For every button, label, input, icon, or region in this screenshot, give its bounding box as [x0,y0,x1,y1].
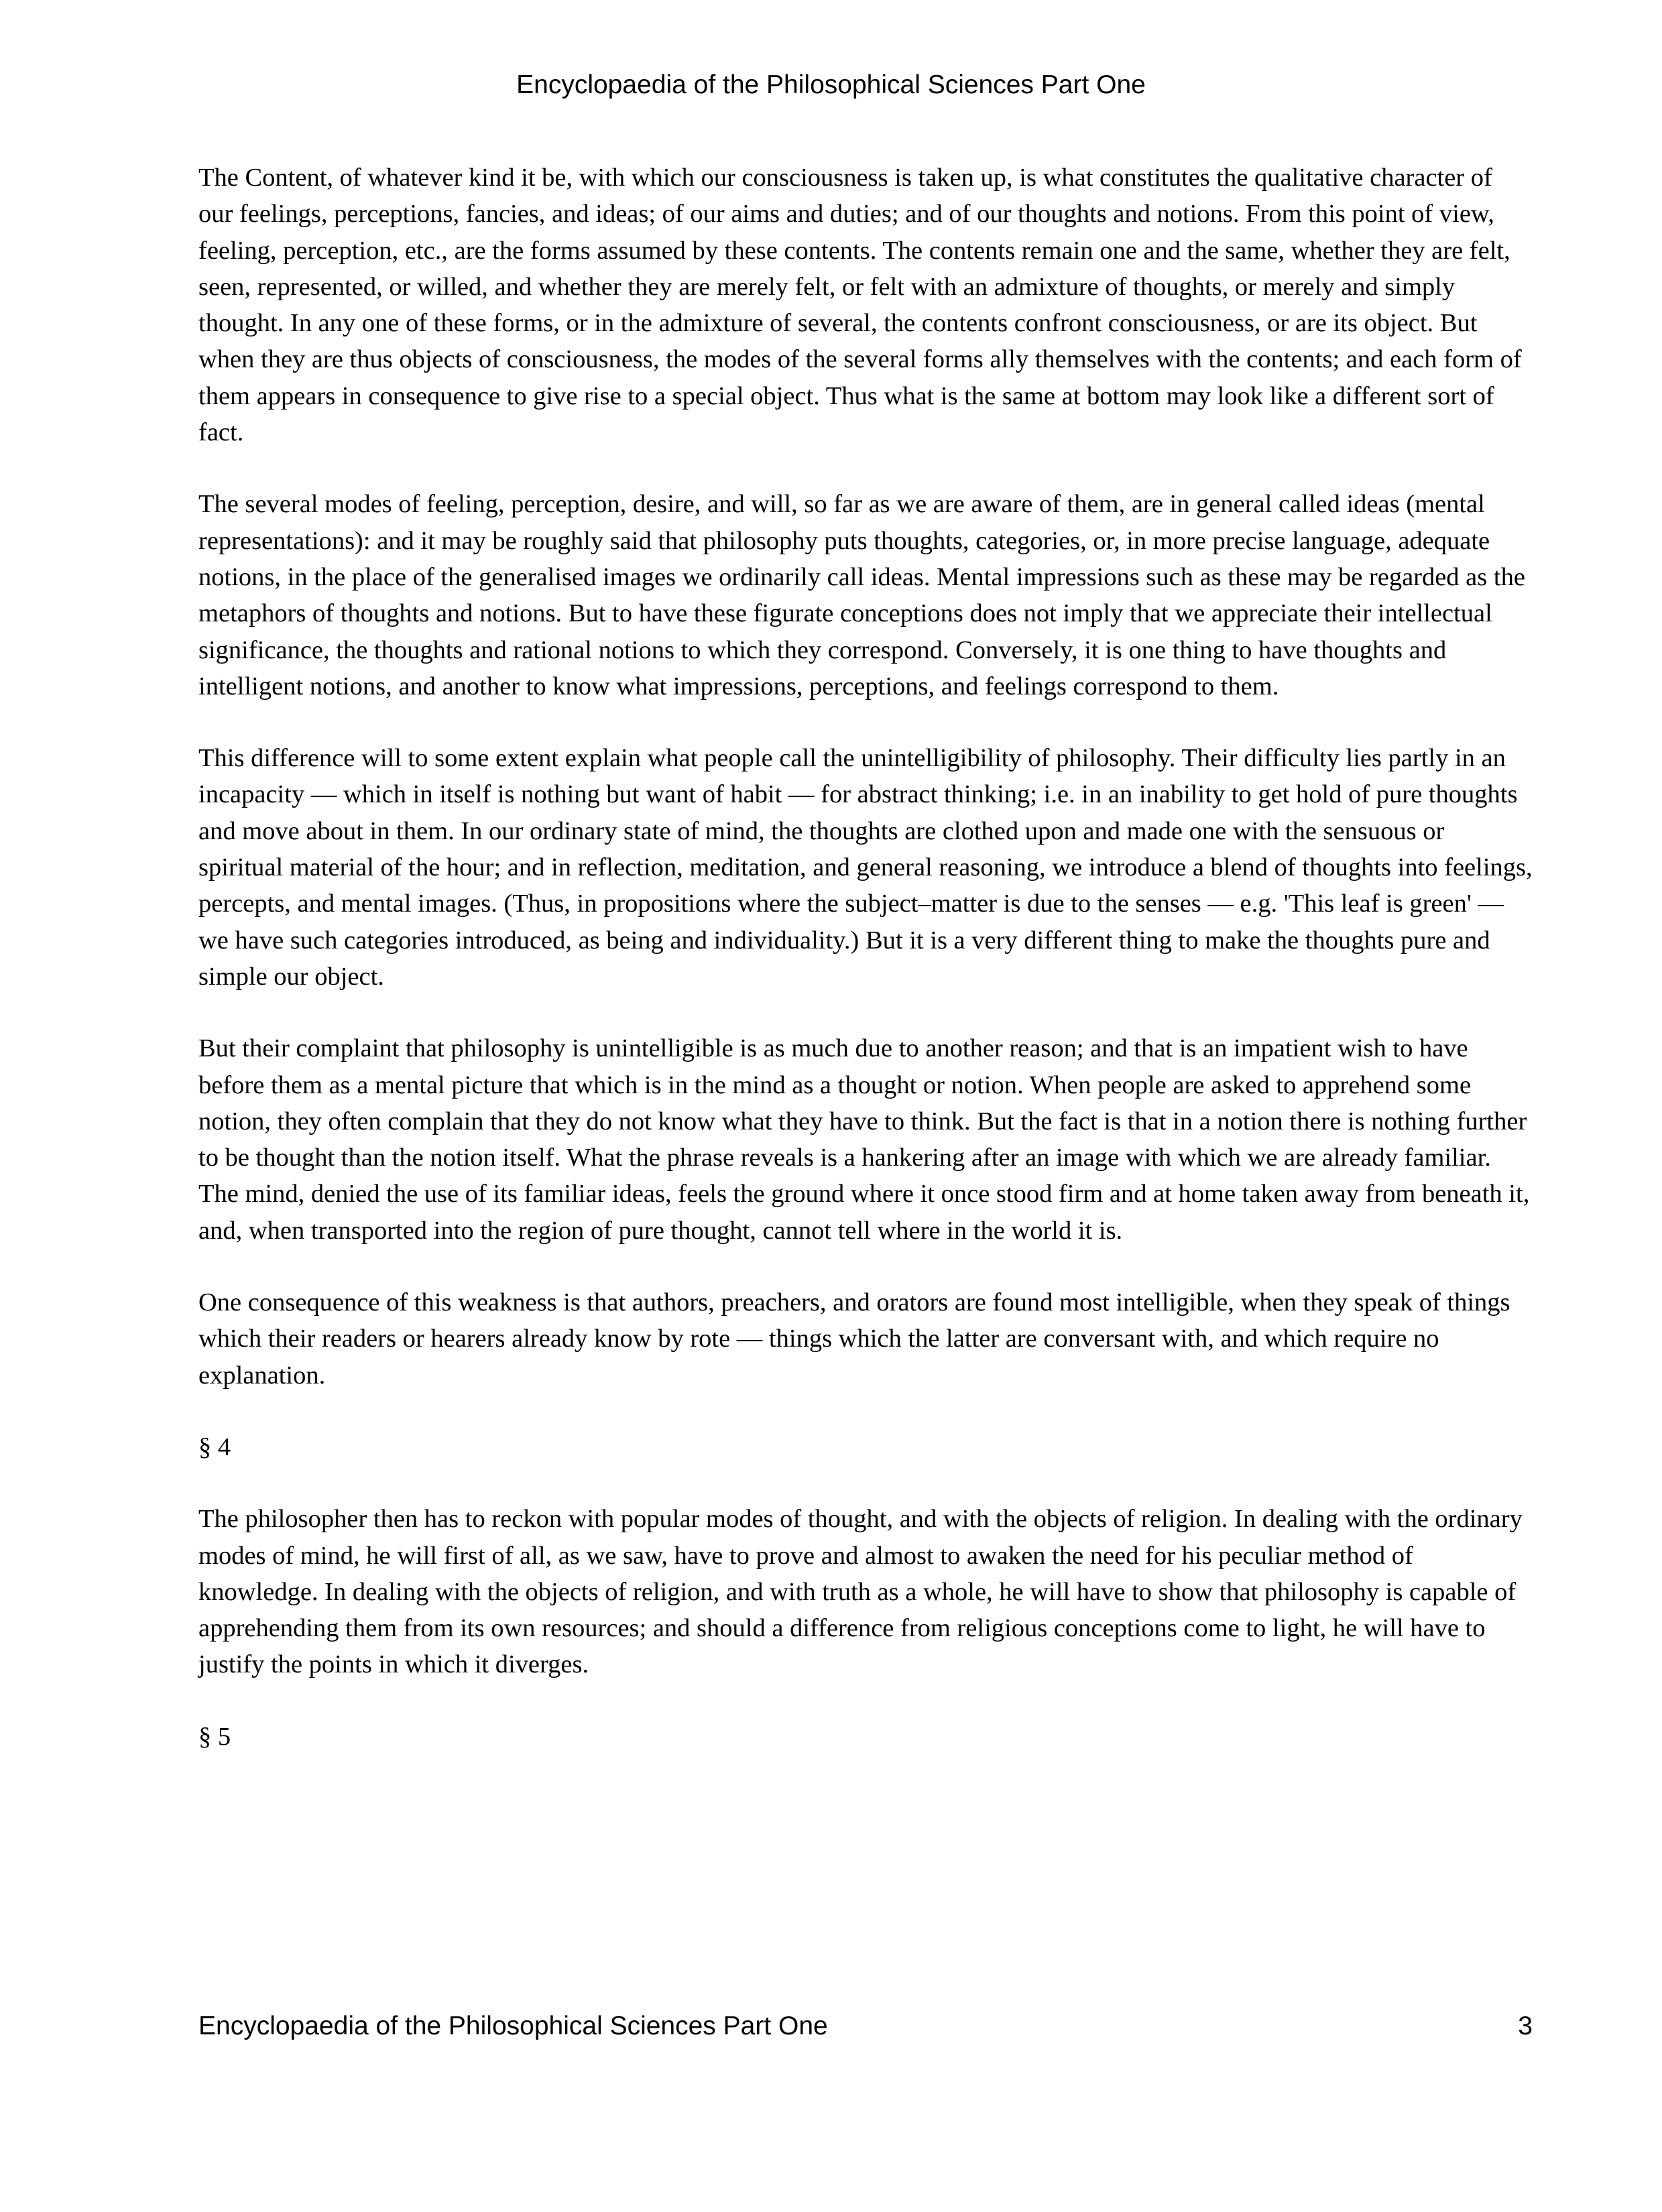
body-paragraph: The several modes of feeling, perception, desire, and will, so far as we are aware of them, are in general called ideas (mental representations): and it may be roughly said that philosophy puts thoughts, categories, or, in more precise language, adequate notions, in the place of the generalised images we ordinarily call ideas. Mental impressions such as these may be regarded as the metaphors of thoughts and notions. But to have these figurate conceptions does not imply that we appreciate their intellectual significance, the thoughts and rational notions to which they correspond. Conversely, it is one thing to have thoughts and intelligent notions, and another to know what impressions, perceptions, and feelings correspond to them. [198,490,1525,700]
body-paragraph: The Content, of whatever kind it be, with which our consciousness is taken up, is what constitutes the qualitative character of our feelings, perceptions, fancies, and ideas; of our aims and duties; and of our thoughts and notions. From this point of view, feeling, perception, etc., are the forms assumed by these contents. The contents remain one and the same, whether they are felt, seen, represented, or willed, and whether they are merely felt, or felt with an admixture of thoughts, or merely and simply thought. In any one of these forms, or in the admixture of several, the contents confront consciousness, or are its object. But when they are thus objects of consciousness, the modes of the several forms ally themselves with the contents; and each form of them appears in consequence to give rise to a special object. Thus what is the same at bottom may look like a different sort of fact. [198,164,1522,447]
body-paragraph: The philosopher then has to reckon with popular modes of thought, and with the objects of religion. In dealing with the ordinary modes of mind, he will first of all, as we saw, have to prove and almost to awaken the need for his peculiar method of knowledge. In dealing with the objects of religion, and with truth as a whole, he will have to show that philosophy is capable of apprehending them from its own resources; and should a difference from religious conceptions come to light, he will have to justify the points in which it diverges. [198,1505,1523,1679]
body-paragraph: One consequence of this weakness is that authors, preachers, and orators are found most intelligible, when they speak of things which their readers or hearers already know by rote –– things which the latter are conversant with, and which require no explanation. [198,1288,1510,1390]
section-5-heading: § 5 [198,1722,231,1751]
body-paragraph: But their complaint that philosophy is unintelligible is as much due to another reason; and that is an impatient wish to have before them as a mental picture that which is in the mind as a thought or notion. When people are asked to apprehend some notion, they often complain that they do not know what they have to think. But the fact is that in a notion there is nothing further to be thought than the notion itself. What the phrase reveals is a hankering after an image with which we are already familiar. The mind, denied the use of its familiar ideas, feels the ground where it once stood firm and at home taken away from beneath it, and, when transported into the region of pure thought, cannot tell where in the world it is. [198,1034,1530,1245]
body-paragraph: This difference will to some extent explain what people call the unintelligibility of philosophy. Their difficulty lies partly in an incapacity –– which in itself is nothing but want of habit –– for abstract thinking; i.e. in an inability to get hold of pure thoughts and move about in them. In our ordinary state of mind, the thoughts are clothed upon and made one with the sensuous or spiritual material of the hour; and in reflection, meditation, and general reasoning, we introduce a blend of thoughts into feelings, percepts, and mental images. (Thus, in propositions where the subject–matter is due to the senses –– e.g. 'This leaf is green' –– we have such categories introduced, as being and individuality.) But it is a very different thing to make the thoughts pure and simple our object. [198,744,1533,991]
page-number: 3 [1518,2012,1533,2040]
section-4-heading: § 4 [198,1432,231,1461]
document-body [198,160,1533,1790]
page-header-title: Encyclopaedia of the Philosophical Sciences Part One [516,70,1146,99]
footer-title: Encyclopaedia of the Philosophical Sciences Part One [198,2012,828,2040]
